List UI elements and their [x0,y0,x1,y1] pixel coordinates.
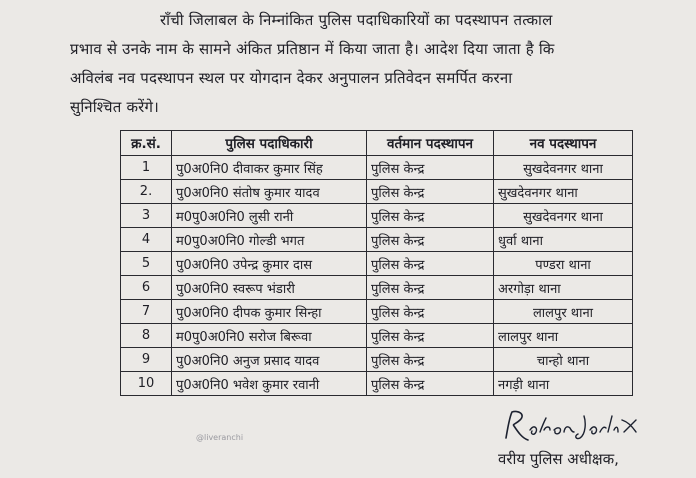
paragraph-line-4: सुनिश्चित करेंगे। [70,98,160,116]
cell-officer: पु0अ0नि0 भवेश कुमार रवानी [172,372,367,396]
cell-new-posting: चान्हो थाना [494,348,633,372]
cell-officer: पु0अ0नि0 संतोष कुमार यादव [172,180,367,204]
designation-text: वरीय पुलिस अधीक्षक, [498,450,619,468]
cell-new-posting: पण्डरा थाना [494,252,633,276]
cell-current-posting: पुलिस केन्द्र [367,276,494,300]
cell-new-posting: सुखदेवनगर थाना [494,156,633,180]
cell-new-posting: लालपुर थाना [494,300,633,324]
header-serial: क्र.सं. [121,131,172,156]
cell-serial: 3 [121,204,172,228]
paragraph-line-1: राँची जिलाबल के निम्नांकित पुलिस पदाधिकारियों का पदस्थापन तत्काल [160,11,553,29]
signature-image [500,408,660,444]
cell-serial: 2. [121,180,172,204]
cell-serial: 6 [121,276,172,300]
table-row [121,300,633,324]
cell-serial: 8 [121,324,172,348]
cell-officer: म0पु0अ0नि0 लुसी रानी [172,204,367,228]
watermark-text: @liveranchi [196,433,244,442]
cell-officer: म0पु0अ0नि0 सरोज बिरूवा [172,324,367,348]
table-row [121,252,633,276]
table-row [121,228,633,252]
table-row [121,372,633,396]
cell-current-posting: पुलिस केन्द्र [367,204,494,228]
cell-serial: 5 [121,252,172,276]
cell-serial: 1 [121,156,172,180]
cell-officer: पु0अ0नि0 दीवाकर कुमार सिंह [172,156,367,180]
table-row [121,276,633,300]
header-current-posting: वर्तमान पदस्थापन [367,131,494,156]
cell-new-posting: लालपुर थाना [494,324,633,348]
posting-table [120,130,633,396]
cell-serial: 9 [121,348,172,372]
cell-new-posting: सुखदेवनगर थाना [494,204,633,228]
cell-new-posting: नगड़ी थाना [494,372,633,396]
cell-current-posting: पुलिस केन्द्र [367,252,494,276]
table-row [121,204,633,228]
cell-serial: 7 [121,300,172,324]
cell-current-posting: पुलिस केन्द्र [367,180,494,204]
cell-current-posting: पुलिस केन्द्र [367,228,494,252]
table-row [121,180,633,204]
header-new-posting: नव पदस्थापन [494,131,633,156]
cell-officer: पु0अ0नि0 स्वरूप भंडारी [172,276,367,300]
cell-serial: 4 [121,228,172,252]
header-officer: पुलिस पदाधिकारी [172,131,367,156]
cell-new-posting: धुर्वा थाना [494,228,633,252]
table-row [121,324,633,348]
paragraph-line-3: अविलंब नव पदस्थापन स्थल पर योगदान देकर अनुपालन प्रतिवेदन समर्पित करना [70,69,513,87]
cell-officer: पु0अ0नि0 अनुज प्रसाद यादव [172,348,367,372]
cell-serial: 10 [121,372,172,396]
cell-officer: पु0अ0नि0 दीपक कुमार सिन्हा [172,300,367,324]
cell-current-posting: पुलिस केन्द्र [367,300,494,324]
cell-new-posting: सुखदेवनगर थाना [494,180,633,204]
cell-current-posting: पुलिस केन्द्र [367,348,494,372]
cell-current-posting: पुलिस केन्द्र [367,324,494,348]
order-paragraph [70,6,680,122]
cell-new-posting: अरगोड़ा थाना [494,276,633,300]
cell-officer: म0पु0अ0नि0 गोल्डी भगत [172,228,367,252]
cell-officer: पु0अ0नि0 उपेन्द्र कुमार दास [172,252,367,276]
cell-current-posting: पुलिस केन्द्र [367,372,494,396]
table-row [121,348,633,372]
table-header-row [121,131,633,156]
cell-current-posting: पुलिस केन्द्र [367,156,494,180]
paragraph-line-2: प्रभाव से उनके नाम के सामने अंकित प्रतिष्ठान में किया जाता है। आदेश दिया जाता है कि [70,40,555,58]
table-row [121,156,633,180]
